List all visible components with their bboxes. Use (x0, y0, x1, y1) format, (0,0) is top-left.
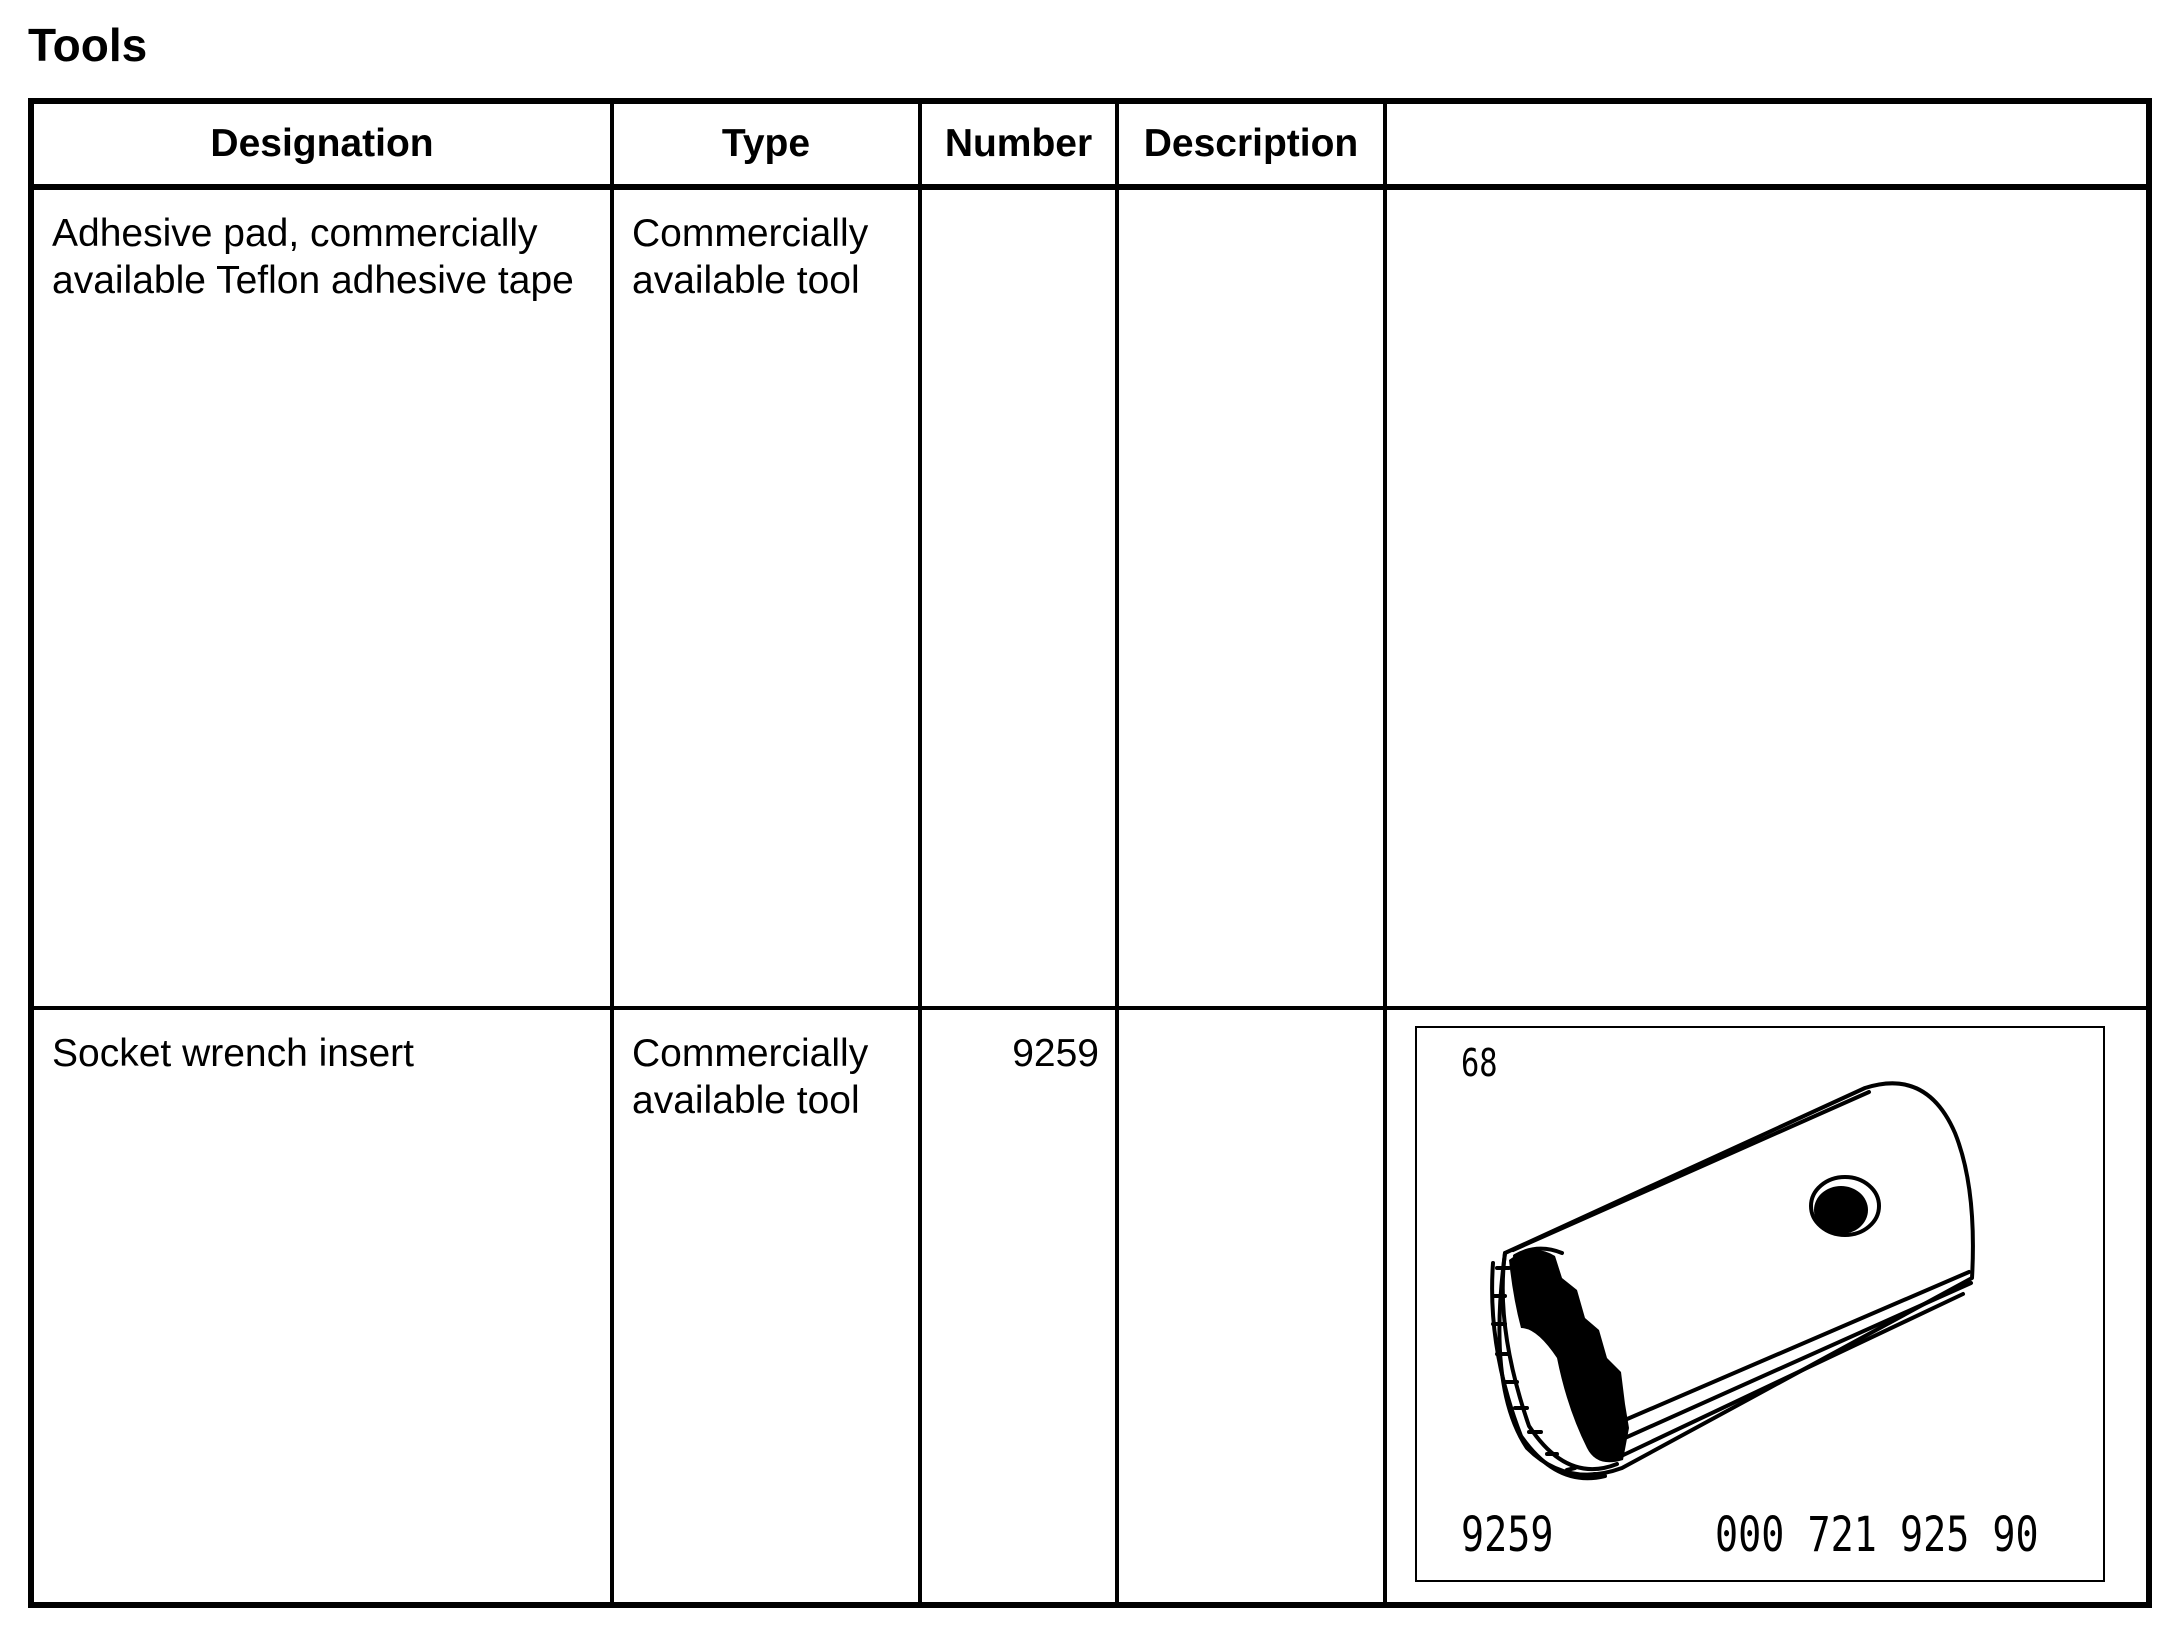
type-cell (612, 1008, 920, 1605)
designation-text: Adhesive pad, commercially available Teflon adhesive tape (52, 212, 574, 302)
type-cell (612, 187, 920, 1008)
designation-cell (31, 187, 612, 1008)
header-illustration (1385, 101, 2149, 187)
illustration-cell (1385, 187, 2149, 1008)
table-row (31, 1008, 2149, 1605)
number-cell (920, 187, 1117, 1008)
description-text (1119, 190, 1383, 210)
socket-wrench-insert-icon (1417, 1028, 2107, 1584)
description-cell (1117, 1008, 1385, 1605)
table-header-row (31, 101, 2149, 187)
number-text (922, 190, 1115, 210)
illustration-number-label: 9259 (1461, 1507, 1554, 1563)
type-text: Commercially available tool (632, 1032, 869, 1122)
tool-illustration (1415, 1026, 2105, 1582)
type-text: Commercially available tool (632, 212, 869, 302)
header-number: Number (920, 101, 1117, 187)
illustration-top-label: 68 (1461, 1041, 1498, 1085)
header-type: Type (612, 101, 920, 187)
description-text (1119, 1010, 1383, 1030)
number-cell (920, 1008, 1117, 1605)
header-designation: Designation (31, 101, 612, 187)
description-cell (1117, 187, 1385, 1008)
header-description: Description (1117, 101, 1385, 187)
tools-table (28, 98, 2152, 1608)
page-title: Tools (28, 19, 148, 71)
designation-cell (31, 1008, 612, 1605)
designation-text: Socket wrench insert (52, 1032, 414, 1075)
illustration-part-number-label: 000 721 925 90 (1715, 1507, 2039, 1563)
number-text: 9259 (1012, 1032, 1099, 1075)
illustration-cell (1385, 1008, 2149, 1605)
table-row (31, 187, 2149, 1008)
